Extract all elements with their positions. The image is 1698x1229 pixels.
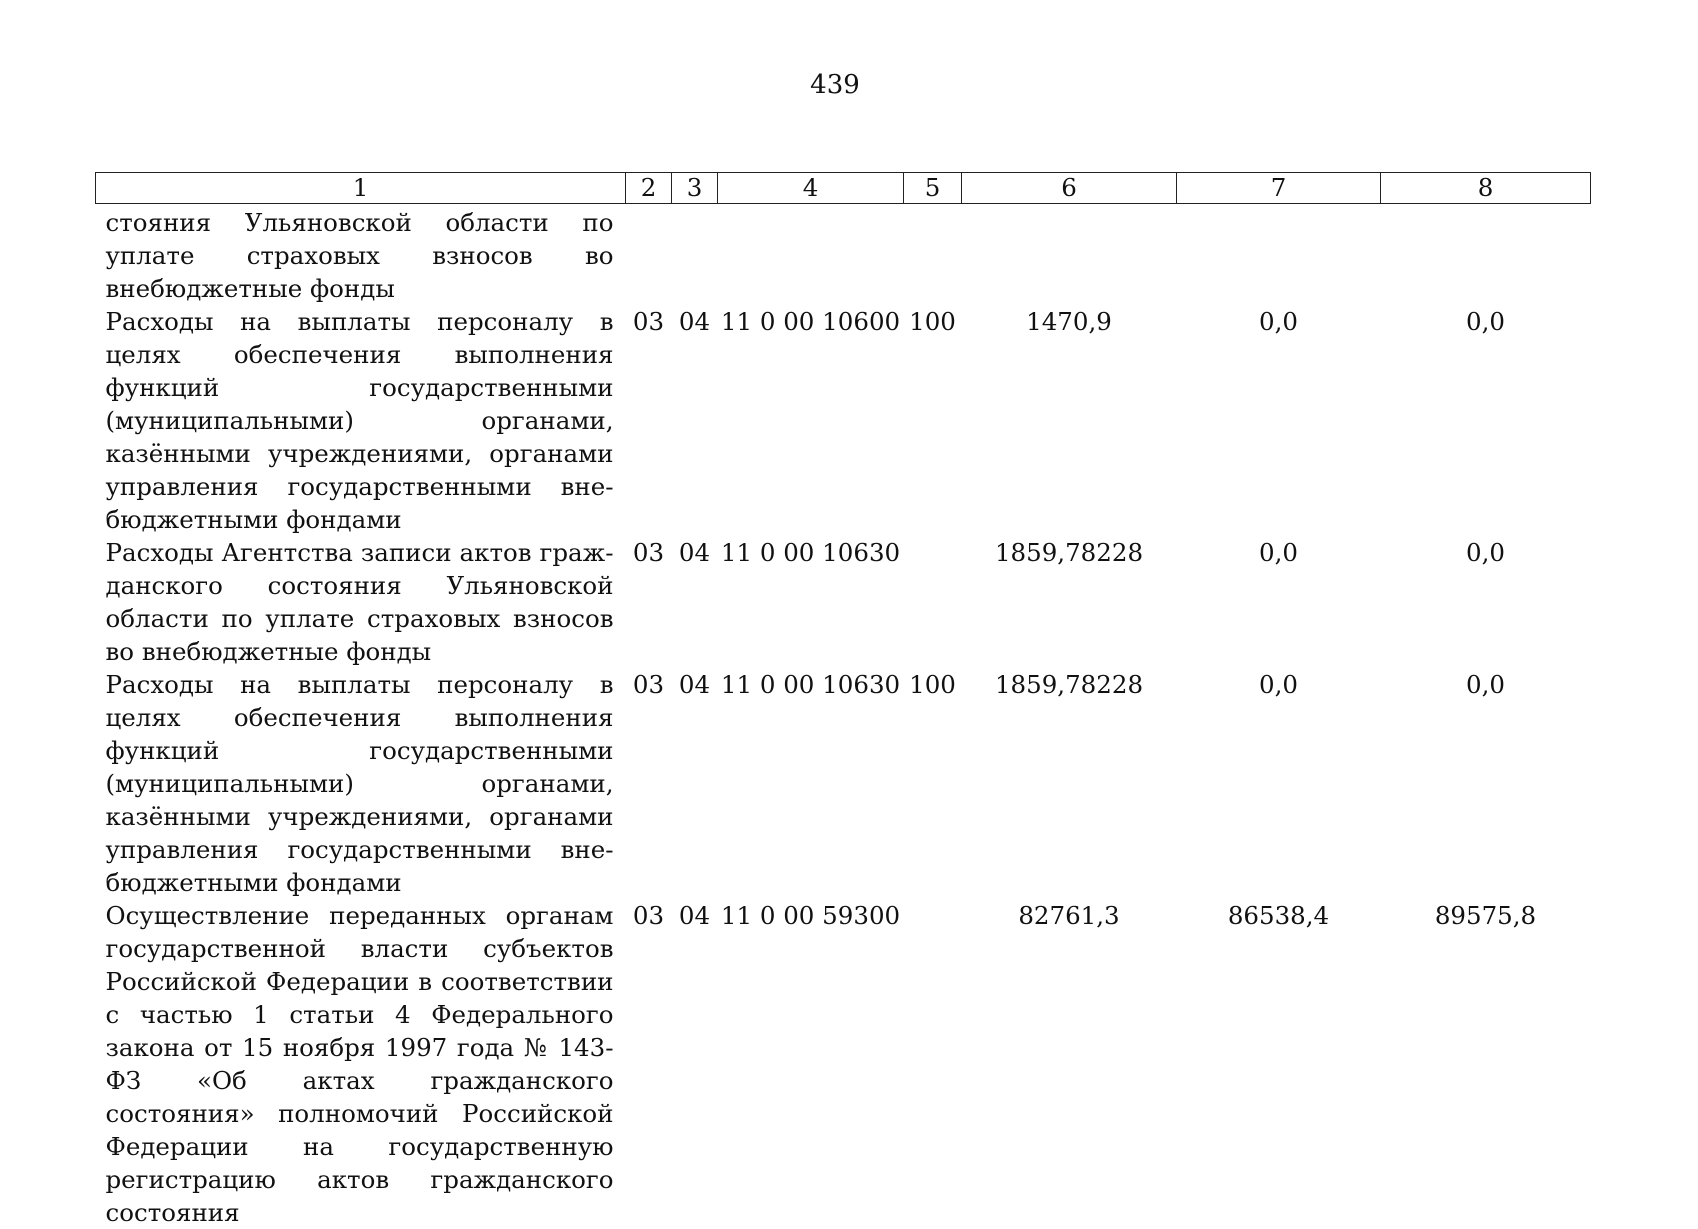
row-expense-type-code bbox=[904, 899, 962, 1229]
row-description: Расходы на выплаты персоналу в целях обеспечения выполнения функций государственными (муниципальными) органами, казёнными учреждениями, органами управления государственными внебюджетными фондами bbox=[105, 307, 614, 534]
row-section-code: 03 bbox=[632, 538, 665, 567]
row-amount-1: 1859,78228 bbox=[994, 670, 1144, 699]
header-col-5: 5 bbox=[904, 173, 962, 204]
table-row bbox=[96, 536, 1591, 668]
row-expense-type-code: 100 bbox=[909, 670, 956, 699]
row-amount-2: 0,0 bbox=[1259, 670, 1298, 699]
row-amount-1: 82761,3 bbox=[1018, 901, 1120, 930]
row-target-code: 11 0 00 10630 bbox=[720, 670, 901, 699]
header-col-6: 6 bbox=[962, 173, 1177, 204]
page-number: 439 bbox=[810, 70, 860, 100]
row-amount-2: 86538,4 bbox=[1227, 901, 1330, 930]
row-expense-type-code bbox=[904, 536, 962, 668]
row-subsection-code: 04 bbox=[678, 538, 711, 567]
row-amount-3: 0,0 bbox=[1466, 670, 1505, 699]
header-col-2: 2 bbox=[626, 173, 672, 204]
table-row bbox=[96, 668, 1591, 899]
row-target-code: 11 0 00 59300 bbox=[720, 901, 901, 930]
row-amount-3 bbox=[1381, 204, 1591, 306]
table-row bbox=[96, 899, 1591, 1229]
header-col-8: 8 bbox=[1381, 173, 1591, 204]
row-target-code bbox=[718, 204, 904, 306]
table-header-row bbox=[96, 173, 1591, 204]
row-subsection-code: 04 bbox=[678, 670, 711, 699]
row-subsection-code bbox=[672, 204, 718, 306]
row-description: Расходы Агентства записи актов гражданского состояния Ульяновской области по уплате страховых взносов во внебюджетные фонды bbox=[105, 538, 614, 666]
row-amount-3: 89575,8 bbox=[1434, 901, 1537, 930]
row-subsection-code: 04 bbox=[678, 307, 711, 336]
row-target-code: 11 0 00 10600 bbox=[720, 307, 901, 336]
header-col-7: 7 bbox=[1177, 173, 1381, 204]
table-row bbox=[96, 305, 1591, 536]
header-col-1: 1 bbox=[96, 173, 626, 204]
row-subsection-code: 04 bbox=[678, 901, 711, 930]
table-row bbox=[96, 204, 1591, 306]
budget-table bbox=[95, 172, 1591, 1229]
row-amount-3: 0,0 bbox=[1466, 307, 1505, 336]
row-target-code: 11 0 00 10630 bbox=[720, 538, 901, 567]
row-section-code: 03 bbox=[632, 670, 665, 699]
budget-table-container bbox=[95, 172, 1590, 1229]
row-expense-type-code: 100 bbox=[909, 307, 956, 336]
row-amount-2 bbox=[1177, 204, 1381, 306]
row-expense-type-code bbox=[904, 204, 962, 306]
row-description: стояния Ульяновской области по уплате страховых взносов во внебюджетные фонды bbox=[105, 208, 614, 303]
row-amount-2: 0,0 bbox=[1259, 538, 1298, 567]
row-amount-1 bbox=[962, 204, 1177, 306]
header-col-4: 4 bbox=[718, 173, 904, 204]
row-amount-3: 0,0 bbox=[1466, 538, 1505, 567]
row-section-code bbox=[626, 204, 672, 306]
row-description: Расходы на выплаты персоналу в целях обеспечения выполнения функций государственными (муниципальными) органами, казёнными учреждениями, органами управления государственными внебюджетными фондами bbox=[105, 670, 614, 897]
header-col-3: 3 bbox=[672, 173, 718, 204]
row-amount-1: 1859,78228 bbox=[994, 538, 1144, 567]
row-section-code: 03 bbox=[632, 307, 665, 336]
row-amount-1: 1470,9 bbox=[1026, 307, 1112, 336]
row-amount-2: 0,0 bbox=[1259, 307, 1298, 336]
row-description: Осуществление переданных органам государственной власти субъектов Российской Федерации в соответствии с частью 1 статьи 4 Федерального закона от 15 ноября 1997 года № 143-ФЗ «Об актах гражданского состояния» полномочий Российской Федерации на государственную регистрацию актов гражданского состояния bbox=[105, 901, 614, 1227]
row-section-code: 03 bbox=[632, 901, 665, 930]
